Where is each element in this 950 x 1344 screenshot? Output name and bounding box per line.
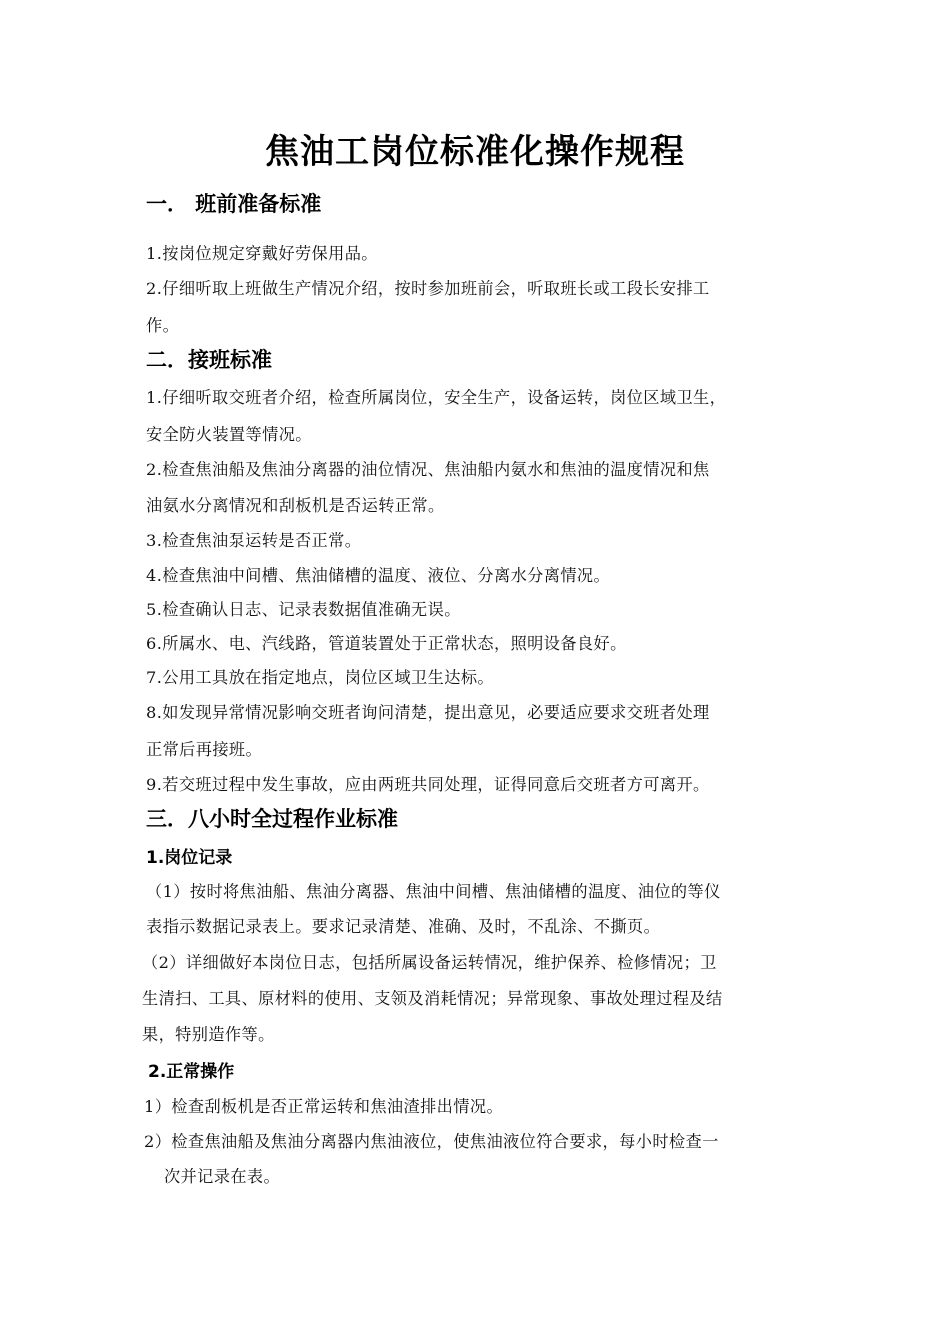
paragraph-line: 果，特别造作等。	[142, 1025, 275, 1044]
section-heading: 一． 班前准备标准	[146, 192, 322, 216]
paragraph-line: 正常后再接班。	[146, 740, 263, 759]
section-heading: 二．接班标准	[146, 348, 272, 372]
paragraph-line: 安全防火装置等情况。	[146, 425, 312, 444]
subsection-heading: 1.岗位记录	[146, 848, 233, 868]
document-title: 焦油工岗位标准化操作规程	[265, 132, 685, 172]
subsection-heading: 2.正常操作	[148, 1062, 235, 1082]
paragraph-line: 1.仔细听取交班者介绍，检查所属岗位，安全生产，设备运转，岗位区域卫生，	[146, 388, 727, 407]
paragraph-line: 3.检查焦油泵运转是否正常。	[146, 531, 362, 550]
paragraph-line: 油氨水分离情况和刮板机是否运转正常。	[146, 496, 445, 515]
paragraph-line: 2.仔细听取上班做生产情况介绍，按时参加班前会，听取班长或工段长安排工	[146, 279, 710, 298]
paragraph-line: 6.所属水、电、汽线路，管道装置处于正常状态，照明设备良好。	[146, 634, 627, 653]
paragraph-line: 2.检查焦油船及焦油分离器的油位情况、焦油船内氨水和焦油的温度情况和焦	[146, 460, 710, 479]
paragraph-line: 5.检查确认日志、记录表数据值准确无误。	[146, 600, 461, 619]
paragraph-line: 1.按岗位规定穿戴好劳保用品。	[146, 244, 378, 263]
paragraph-line: 2）检查焦油船及焦油分离器内焦油液位，使焦油液位符合要求，每小时检查一	[144, 1132, 719, 1151]
paragraph-line: 9.若交班过程中发生事故，应由两班共同处理，证得同意后交班者方可离开。	[146, 775, 710, 794]
paragraph-line: 8.如发现异常情况影响交班者询问清楚，提出意见，必要适应要求交班者处理	[146, 703, 710, 722]
paragraph-line: 1）检查刮板机是否正常运转和焦油渣排出情况。	[144, 1097, 504, 1116]
paragraph-line: 7.公用工具放在指定地点，岗位区域卫生达标。	[146, 668, 494, 687]
paragraph-line: 表指示数据记录表上。要求记录清楚、准确、及时，不乱涂、不撕页。	[146, 917, 661, 936]
paragraph-line: 次并记录在表。	[164, 1167, 281, 1186]
paragraph-line: （2）详细做好本岗位日志，包括所属设备运转情况，维护保养、检修情况；卫	[142, 953, 717, 972]
paragraph-line: 作。	[146, 316, 180, 335]
paragraph-line: 生清扫、工具、原材料的使用、支领及消耗情况；异常现象、事故处理过程及结	[142, 989, 723, 1008]
section-heading: 三．八小时全过程作业标准	[146, 807, 398, 831]
paragraph-line: （1）按时将焦油船、焦油分离器、焦油中间槽、焦油储槽的温度、油位的等仪	[146, 882, 721, 901]
paragraph-line: 4.检查焦油中间槽、焦油储槽的温度、液位、分离水分离情况。	[146, 566, 611, 585]
